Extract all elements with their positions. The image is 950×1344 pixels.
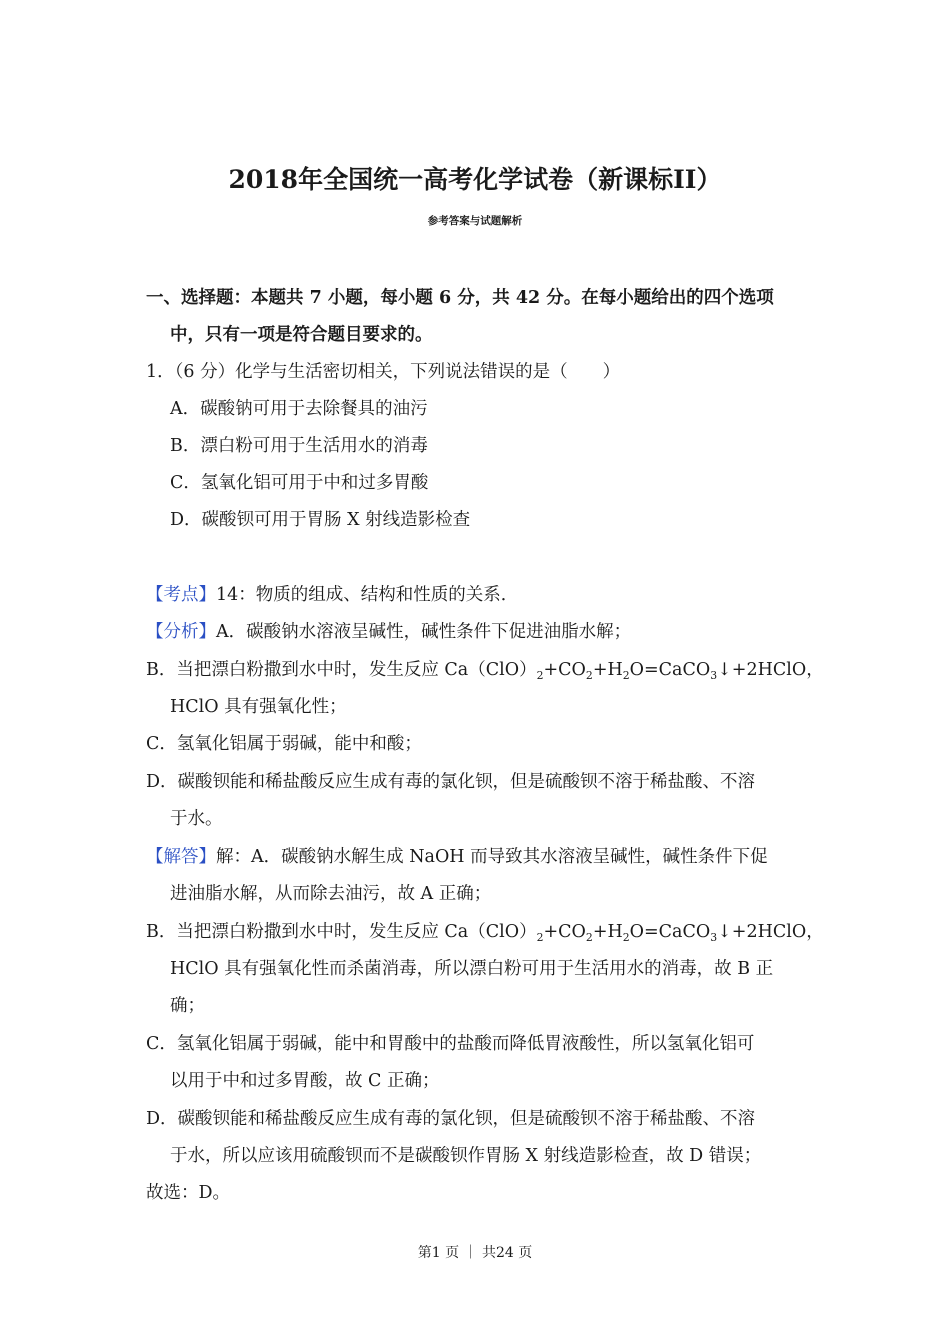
option-a: A．碳酸钠可用于去除餐具的油污	[170, 399, 428, 419]
formula-part: +H	[592, 922, 623, 942]
subscript: 2	[536, 930, 544, 944]
formula-part: O=CaCO	[629, 922, 711, 942]
subscript: 3	[710, 930, 718, 944]
jieda-text-a1: 解：A．碳酸钠水解生成 NaOH 而导致其水溶液呈碱性，碱性条件下促	[216, 847, 768, 867]
question-stem: 1．（6 分）化学与生活密切相关，下列说法错误的是（ ）	[146, 362, 621, 382]
jieda-b-text: B．当把漂白粉撒到水中时，发生反应 Ca（ClO）	[146, 922, 537, 942]
jieda-line-c2: 以用于中和过多胃酸，故 C 正确；	[170, 1071, 440, 1091]
section-heading-line-2: 中，只有一项是符合题目要求的。	[170, 325, 433, 345]
option-b: B．漂白粉可用于生活用水的消毒	[170, 436, 428, 456]
jieda-line-2: 进油脂水解，从而除去油污，故 A 正确；	[170, 884, 492, 904]
jieda-conclusion: 故选：D。	[146, 1183, 231, 1203]
subscript: 2	[536, 668, 544, 682]
kaodian-tag: 【考点】	[146, 585, 216, 605]
jieda-line-d2: 于水，所以应该用硫酸钡而不是碳酸钡作胃肠 X 射线造影检查，故 D 错误；	[170, 1146, 762, 1166]
jieda-tag: 【解答】	[146, 847, 216, 867]
option-d: D．碳酸钡可用于胃肠 X 射线造影检查	[170, 510, 471, 530]
formula-part: ↓+2HClO，	[717, 922, 824, 942]
kaodian-line	[146, 583, 518, 607]
jieda-line-b3: 确；	[170, 996, 205, 1016]
jieda-line-1	[146, 845, 768, 869]
fenxi-line-1	[146, 620, 631, 644]
jieda-line-c1: C．氢氧化铝属于弱碱，能中和胃酸中的盐酸而降低胃液酸性，所以氢氧化铝可	[146, 1034, 755, 1054]
subscript: 2	[622, 668, 630, 682]
kaodian-text: 14：物质的组成、结构和性质的关系．	[216, 585, 519, 605]
subscript: 2	[622, 930, 630, 944]
fenxi-line-d2: 于水。	[170, 809, 223, 829]
jieda-line-d1: D．碳酸钡能和稀盐酸反应生成有毒的氯化钡，但是硫酸钡不溶于稀盐酸、不溶	[146, 1109, 756, 1129]
jieda-line-b	[146, 920, 824, 944]
jieda-line-b2: HClO 具有强氧化性而杀菌消毒，所以漂白粉可用于生活用水的消毒，故 B 正	[170, 959, 774, 979]
fenxi-line-b	[146, 658, 824, 682]
formula-part: +CO	[543, 922, 586, 942]
document-subtitle: 参考答案与试题解析	[427, 215, 523, 227]
document-title: 2018年全国统一高考化学试卷（新课标II）	[228, 165, 722, 194]
option-c: C．氢氧化铝可用于中和过多胃酸	[170, 473, 429, 493]
section-heading-line-1: 一、选择题：本题共 7 小题，每小题 6 分，共 42 分。在每小题给出的四个选项	[146, 288, 774, 308]
fenxi-line-c: C．氢氧化铝属于弱碱，能中和酸；	[146, 734, 422, 754]
fenxi-text-a: A．碳酸钠水溶液呈碱性，碱性条件下促进油脂水解；	[216, 622, 632, 642]
fenxi-tag: 【分析】	[146, 622, 216, 642]
formula-part: ↓+2HClO，	[717, 660, 824, 680]
fenxi-b-text: B．当把漂白粉撒到水中时，发生反应 Ca（ClO）	[146, 660, 537, 680]
fenxi-line-d1: D．碳酸钡能和稀盐酸反应生成有毒的氯化钡，但是硫酸钡不溶于稀盐酸、不溶	[146, 772, 756, 792]
subscript: 2	[585, 668, 593, 682]
formula-part: +H	[592, 660, 623, 680]
formula-part: O=CaCO	[629, 660, 711, 680]
formula-part: +CO	[543, 660, 586, 680]
page-footer: 第1 页 ｜ 共24 页	[417, 1245, 533, 1261]
subscript: 3	[710, 668, 718, 682]
subscript: 2	[585, 930, 593, 944]
fenxi-line-b2: HClO 具有强氧化性；	[170, 697, 347, 717]
